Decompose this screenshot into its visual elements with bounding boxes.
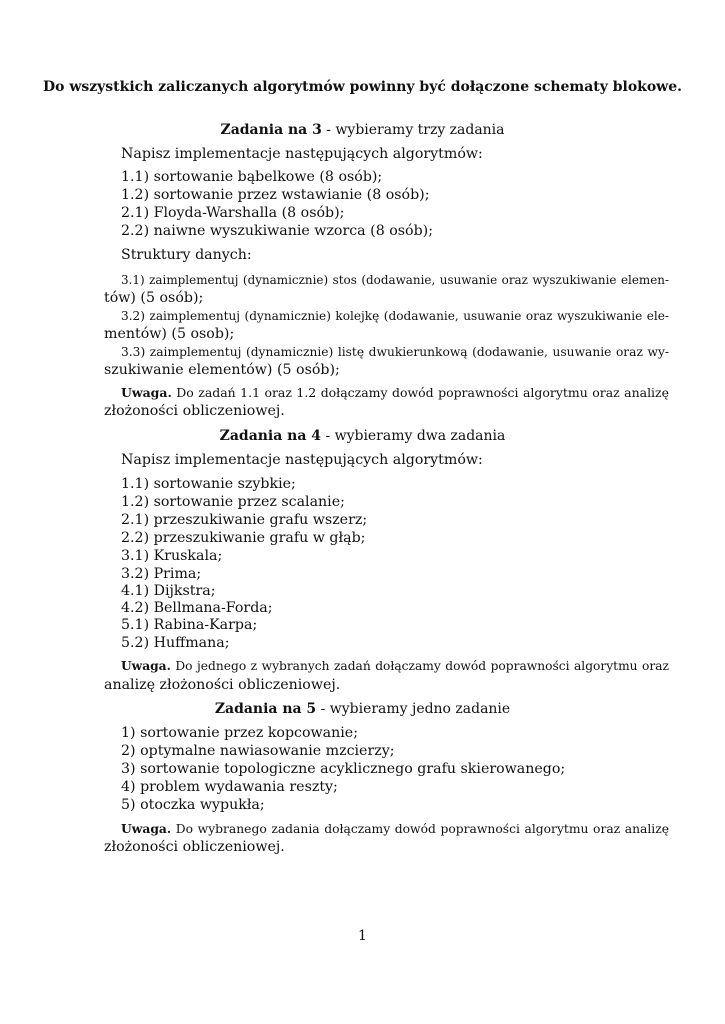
list-item: 5.2) Huffmana; bbox=[121, 635, 230, 651]
list-item: 5) otoczka wypukła; bbox=[121, 797, 265, 813]
list-item: 1.1) sortowanie szybkie; bbox=[121, 476, 296, 492]
list-item: 2.1) Floyda-Warshalla (8 osób); bbox=[121, 205, 345, 221]
list-item: 4.1) Dijkstra; bbox=[121, 583, 216, 599]
section-5-heading: Zadania na 5 - wybieramy jedno zadanie bbox=[214, 701, 511, 717]
section-3-note: Uwaga. Do zadań 1.1 oraz 1.2 dołączamy dowód poprawności algorytmu oraz analizę bbox=[121, 385, 669, 400]
section-4-note-cont: analizę złożoności obliczeniowej. bbox=[104, 677, 341, 693]
list-item: 1.2) sortowanie przez wstawianie (8 osób); bbox=[121, 187, 430, 203]
intro-line: Do wszystkich zaliczanych algorytmów powinny być dołączone schematy blokowe. bbox=[43, 79, 682, 95]
struct-item-line: szukiwanie elementów) (5 osób); bbox=[104, 362, 340, 378]
list-item: 3.2) Prima; bbox=[121, 566, 202, 582]
list-item: 3.1) Kruskala; bbox=[121, 548, 223, 564]
section-4-note: Uwaga. Do jednego z wybranych zadań dołączamy dowód poprawności algorytmu oraz bbox=[121, 659, 669, 673]
struct-item-line: tów) (5 osób); bbox=[104, 290, 204, 306]
page-number: 1 bbox=[358, 928, 367, 944]
list-item: 2) optymalne nawiasowanie mzcierzy; bbox=[121, 743, 395, 759]
section-3-heading: Zadania na 3 - wybieramy trzy zadania bbox=[220, 122, 505, 138]
struct-item-line: 3.1) zaimplementuj (dynamicznie) stos (dodawanie, usuwanie oraz wyszukiwanie elemen- bbox=[121, 273, 669, 287]
section-3-struct-lead: Struktury danych: bbox=[121, 247, 252, 263]
list-item: 1.1) sortowanie bąbelkowe (8 osób); bbox=[121, 169, 383, 185]
list-item: 4) problem wydawania reszty; bbox=[121, 779, 338, 795]
struct-item-line: 3.2) zaimplementuj (dynamicznie) kolejkę (dodawanie, usuwanie oraz wyszukiwanie ele- bbox=[121, 309, 669, 323]
list-item: 5.1) Rabina-Karpa; bbox=[121, 617, 258, 633]
list-item: 2.1) przeszukiwanie grafu wszerz; bbox=[121, 512, 368, 528]
list-item: 1.2) sortowanie przez scalanie; bbox=[121, 494, 345, 510]
list-item: 2.2) naiwne wyszukiwanie wzorca (8 osób); bbox=[121, 223, 433, 239]
list-item: 2.2) przeszukiwanie grafu w głąb; bbox=[121, 530, 366, 546]
list-item: 1) sortowanie przez kopcowanie; bbox=[121, 725, 358, 741]
list-item: 3) sortowanie topologiczne acyklicznego grafu skierowanego; bbox=[121, 761, 566, 777]
section-5-note: Uwaga. Do wybranego zadania dołączamy dowód poprawności algorytmu oraz analizę bbox=[121, 821, 669, 836]
section-4-lead: Napisz implementacje następujących algorytmów: bbox=[121, 452, 483, 468]
struct-item-line: 3.3) zaimplementuj (dynamicznie) listę dwukierunkową (dodawanie, usuwanie oraz wy- bbox=[121, 345, 669, 359]
section-5-note-cont: złożoności obliczeniowej. bbox=[104, 839, 285, 855]
section-3-lead: Napisz implementacje następujących algorytmów: bbox=[121, 146, 483, 162]
section-3-note-cont: złożoności obliczeniowej. bbox=[104, 403, 285, 419]
struct-item-line: mentów) (5 osob); bbox=[104, 326, 235, 342]
section-4-heading: Zadania na 4 - wybieramy dwa zadania bbox=[219, 428, 506, 444]
list-item: 4.2) Bellmana-Forda; bbox=[121, 600, 273, 616]
